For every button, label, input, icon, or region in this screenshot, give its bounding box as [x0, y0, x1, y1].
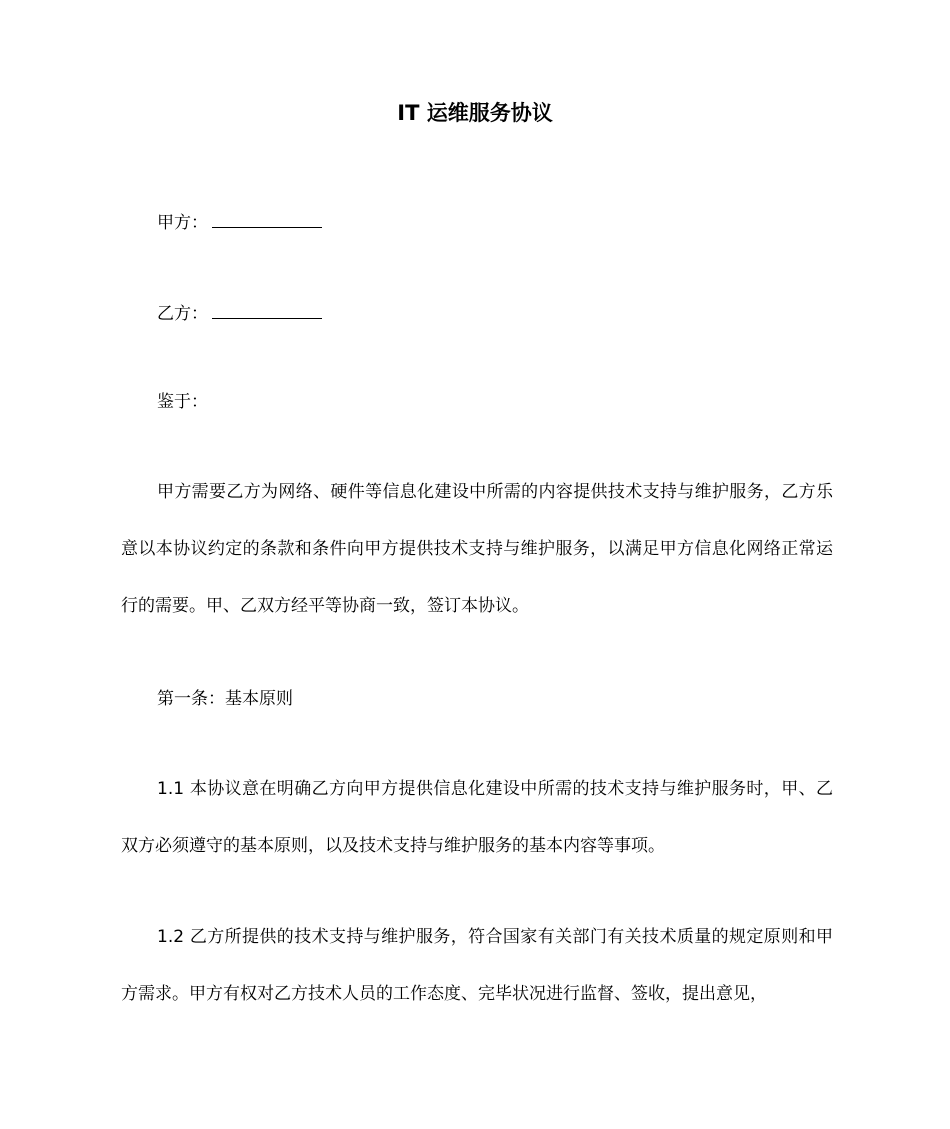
paragraph-1-2: 1.2 乙方所提供的技术支持与维护服务，符合国家有关部门有关技术质量的规定原则和甲方需求。甲方有权对乙方技术人员的工作态度、完毕状况进行监督、签收，提出意见， [121, 927, 833, 1004]
paragraph-recital: 甲方需要乙方为网络、硬件等信息化建设中所需的内容提供技术支持与维护服务，乙方乐意以本协议约定的条款和条件向甲方提供技术支持与维护服务，以满足甲方信息化网络正常运行的需要。甲、乙双方经平等协商一致，签订本协议。 [121, 482, 833, 616]
party-a-line [157, 209, 322, 234]
article-1-heading: 第一条：基本原则 [157, 689, 293, 709]
document-title: IT 运维服务协议 [397, 101, 553, 125]
party-b-blank [212, 300, 322, 319]
paragraph-1-1: 1.1 本协议意在明确乙方向甲方提供信息化建设中所需的技术支持与维护服务时，甲、乙双方必须遵守的基本原则，以及技术支持与维护服务的基本内容等事项。 [121, 779, 833, 856]
party-b-label: 乙方： [157, 304, 208, 324]
party-a-blank [212, 209, 322, 228]
party-b-line [157, 300, 322, 325]
whereas-heading: 鉴于： [157, 392, 208, 412]
party-a-label: 甲方： [157, 213, 208, 233]
